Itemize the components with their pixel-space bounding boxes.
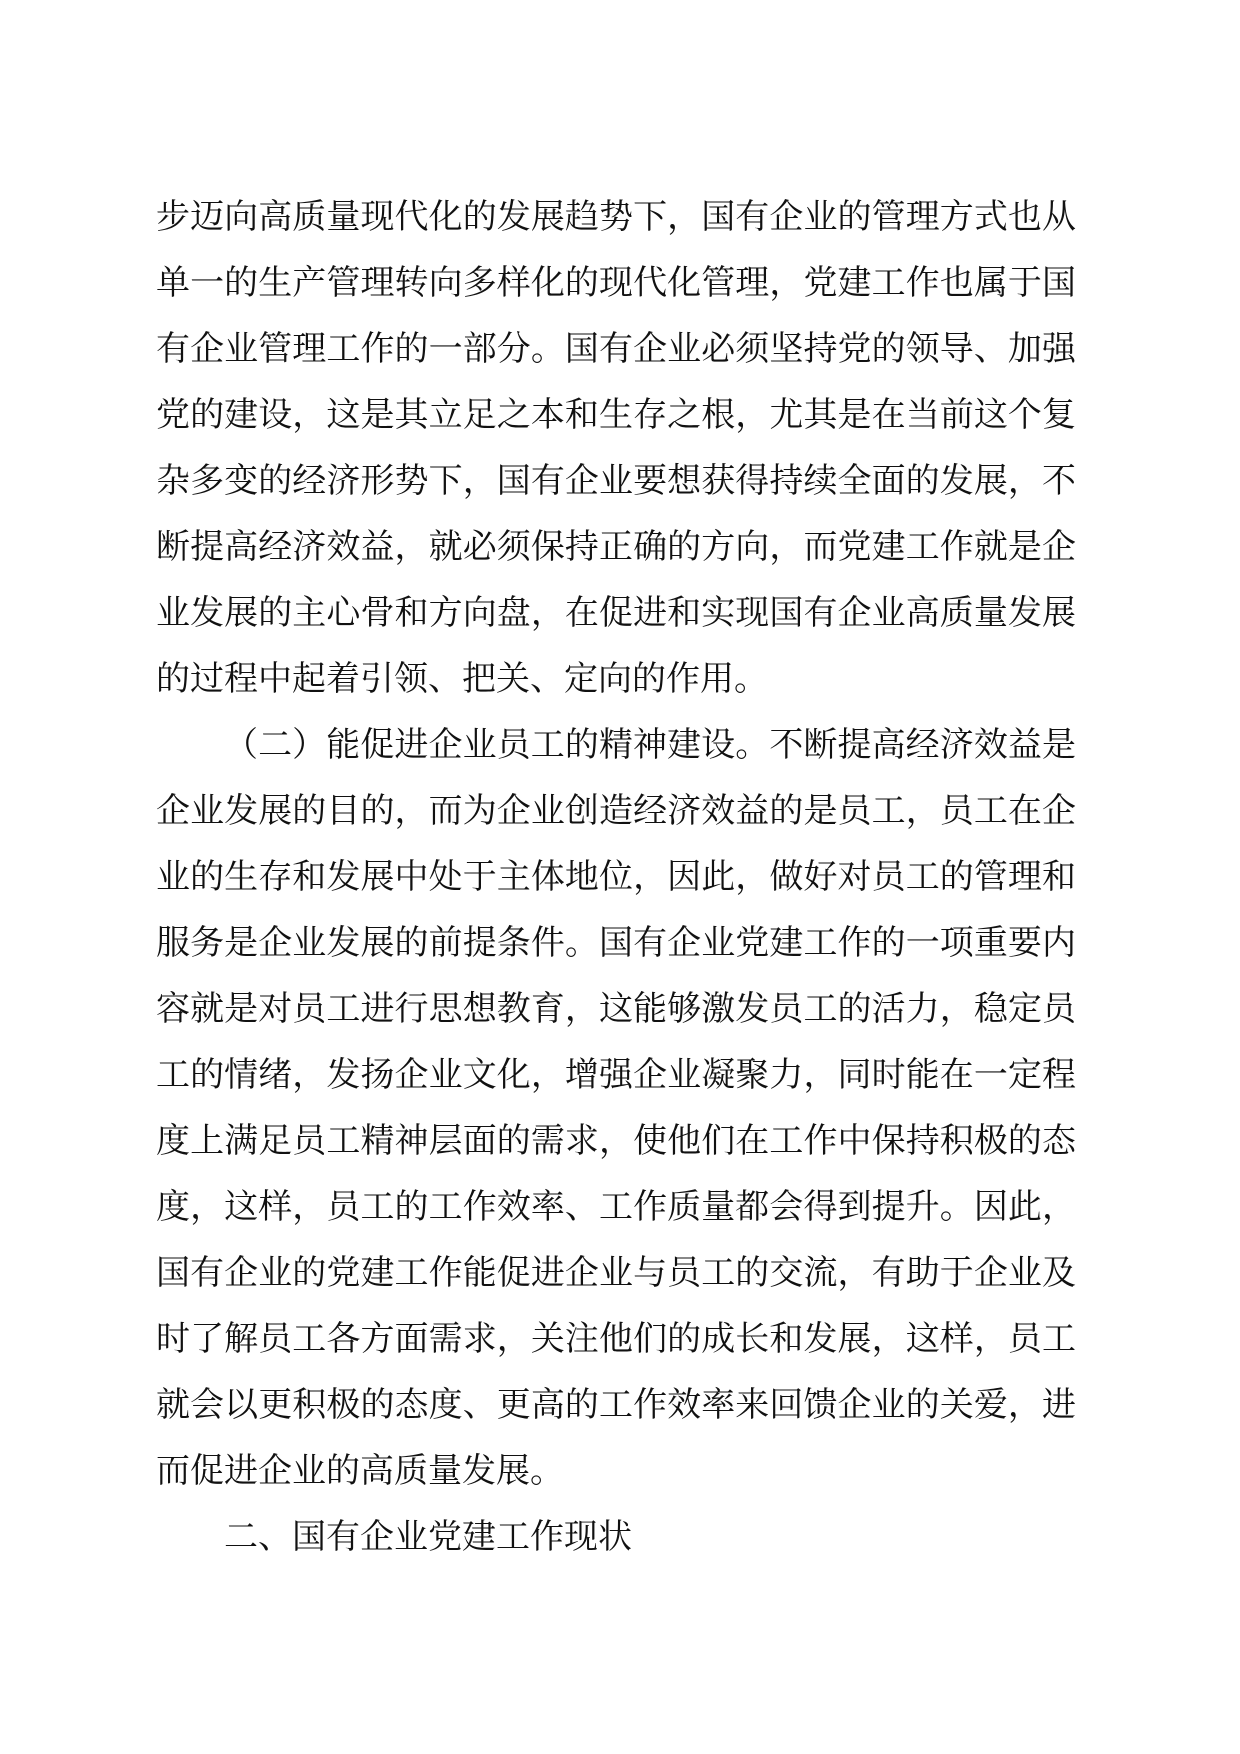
- paragraph-line: 而促进企业的高质量发展。: [156, 1451, 564, 1491]
- paragraph-line: 就会以更积极的态度、更高的工作效率来回馈企业的关爱，进: [156, 1385, 1076, 1425]
- section-heading: [156, 1504, 1076, 1570]
- paragraph-line: 服务是企业发展的前提条件。国有企业党建工作的一项重要内: [156, 923, 1076, 963]
- paragraph-1: [156, 184, 1076, 712]
- document-body: [156, 184, 1076, 1570]
- paragraph-line: 容就是对员工进行思想教育，这能够激发员工的活力，稳定员: [156, 989, 1076, 1029]
- paragraph-line: 度上满足员工精神层面的需求，使他们在工作中保持积极的态: [156, 1121, 1076, 1161]
- section-heading-text: 二、国有企业党建工作现状: [224, 1517, 632, 1557]
- paragraph-line: 党的建设，这是其立足之本和生存之根，尤其是在当前这个复: [156, 395, 1076, 435]
- paragraph-2: [156, 712, 1076, 1504]
- paragraph-line: 的过程中起着引领、把关、定向的作用。: [156, 659, 768, 699]
- paragraph-line: 度，这样，员工的工作效率、工作质量都会得到提升。因此，: [156, 1187, 1076, 1227]
- paragraph-line: 步迈向高质量现代化的发展趋势下，国有企业的管理方式也从: [156, 197, 1076, 237]
- paragraph-line: 断提高经济效益，就必须保持正确的方向，而党建工作就是企: [156, 527, 1076, 567]
- paragraph-line: 单一的生产管理转向多样化的现代化管理，党建工作也属于国: [156, 263, 1076, 303]
- paragraph-line: 有企业管理工作的一部分。国有企业必须坚持党的领导、加强: [156, 329, 1076, 369]
- paragraph-line: 企业发展的目的，而为企业创造经济效益的是员工，员工在企: [156, 791, 1076, 831]
- paragraph-line: 业发展的主心骨和方向盘，在促进和实现国有企业高质量发展: [156, 593, 1076, 633]
- paragraph-line: 工的情绪，发扬企业文化，增强企业凝聚力，同时能在一定程: [156, 1055, 1076, 1095]
- paragraph-line: 杂多变的经济形势下，国有企业要想获得持续全面的发展，不: [156, 461, 1076, 501]
- paragraph-line: （二）能促进企业员工的精神建设。不断提高经济效益是: [224, 725, 1076, 765]
- paragraph-line: 时了解员工各方面需求，关注他们的成长和发展，这样，员工: [156, 1319, 1076, 1359]
- paragraph-line: 国有企业的党建工作能促进企业与员工的交流，有助于企业及: [156, 1253, 1076, 1293]
- paragraph-line: 业的生存和发展中处于主体地位，因此，做好对员工的管理和: [156, 857, 1076, 897]
